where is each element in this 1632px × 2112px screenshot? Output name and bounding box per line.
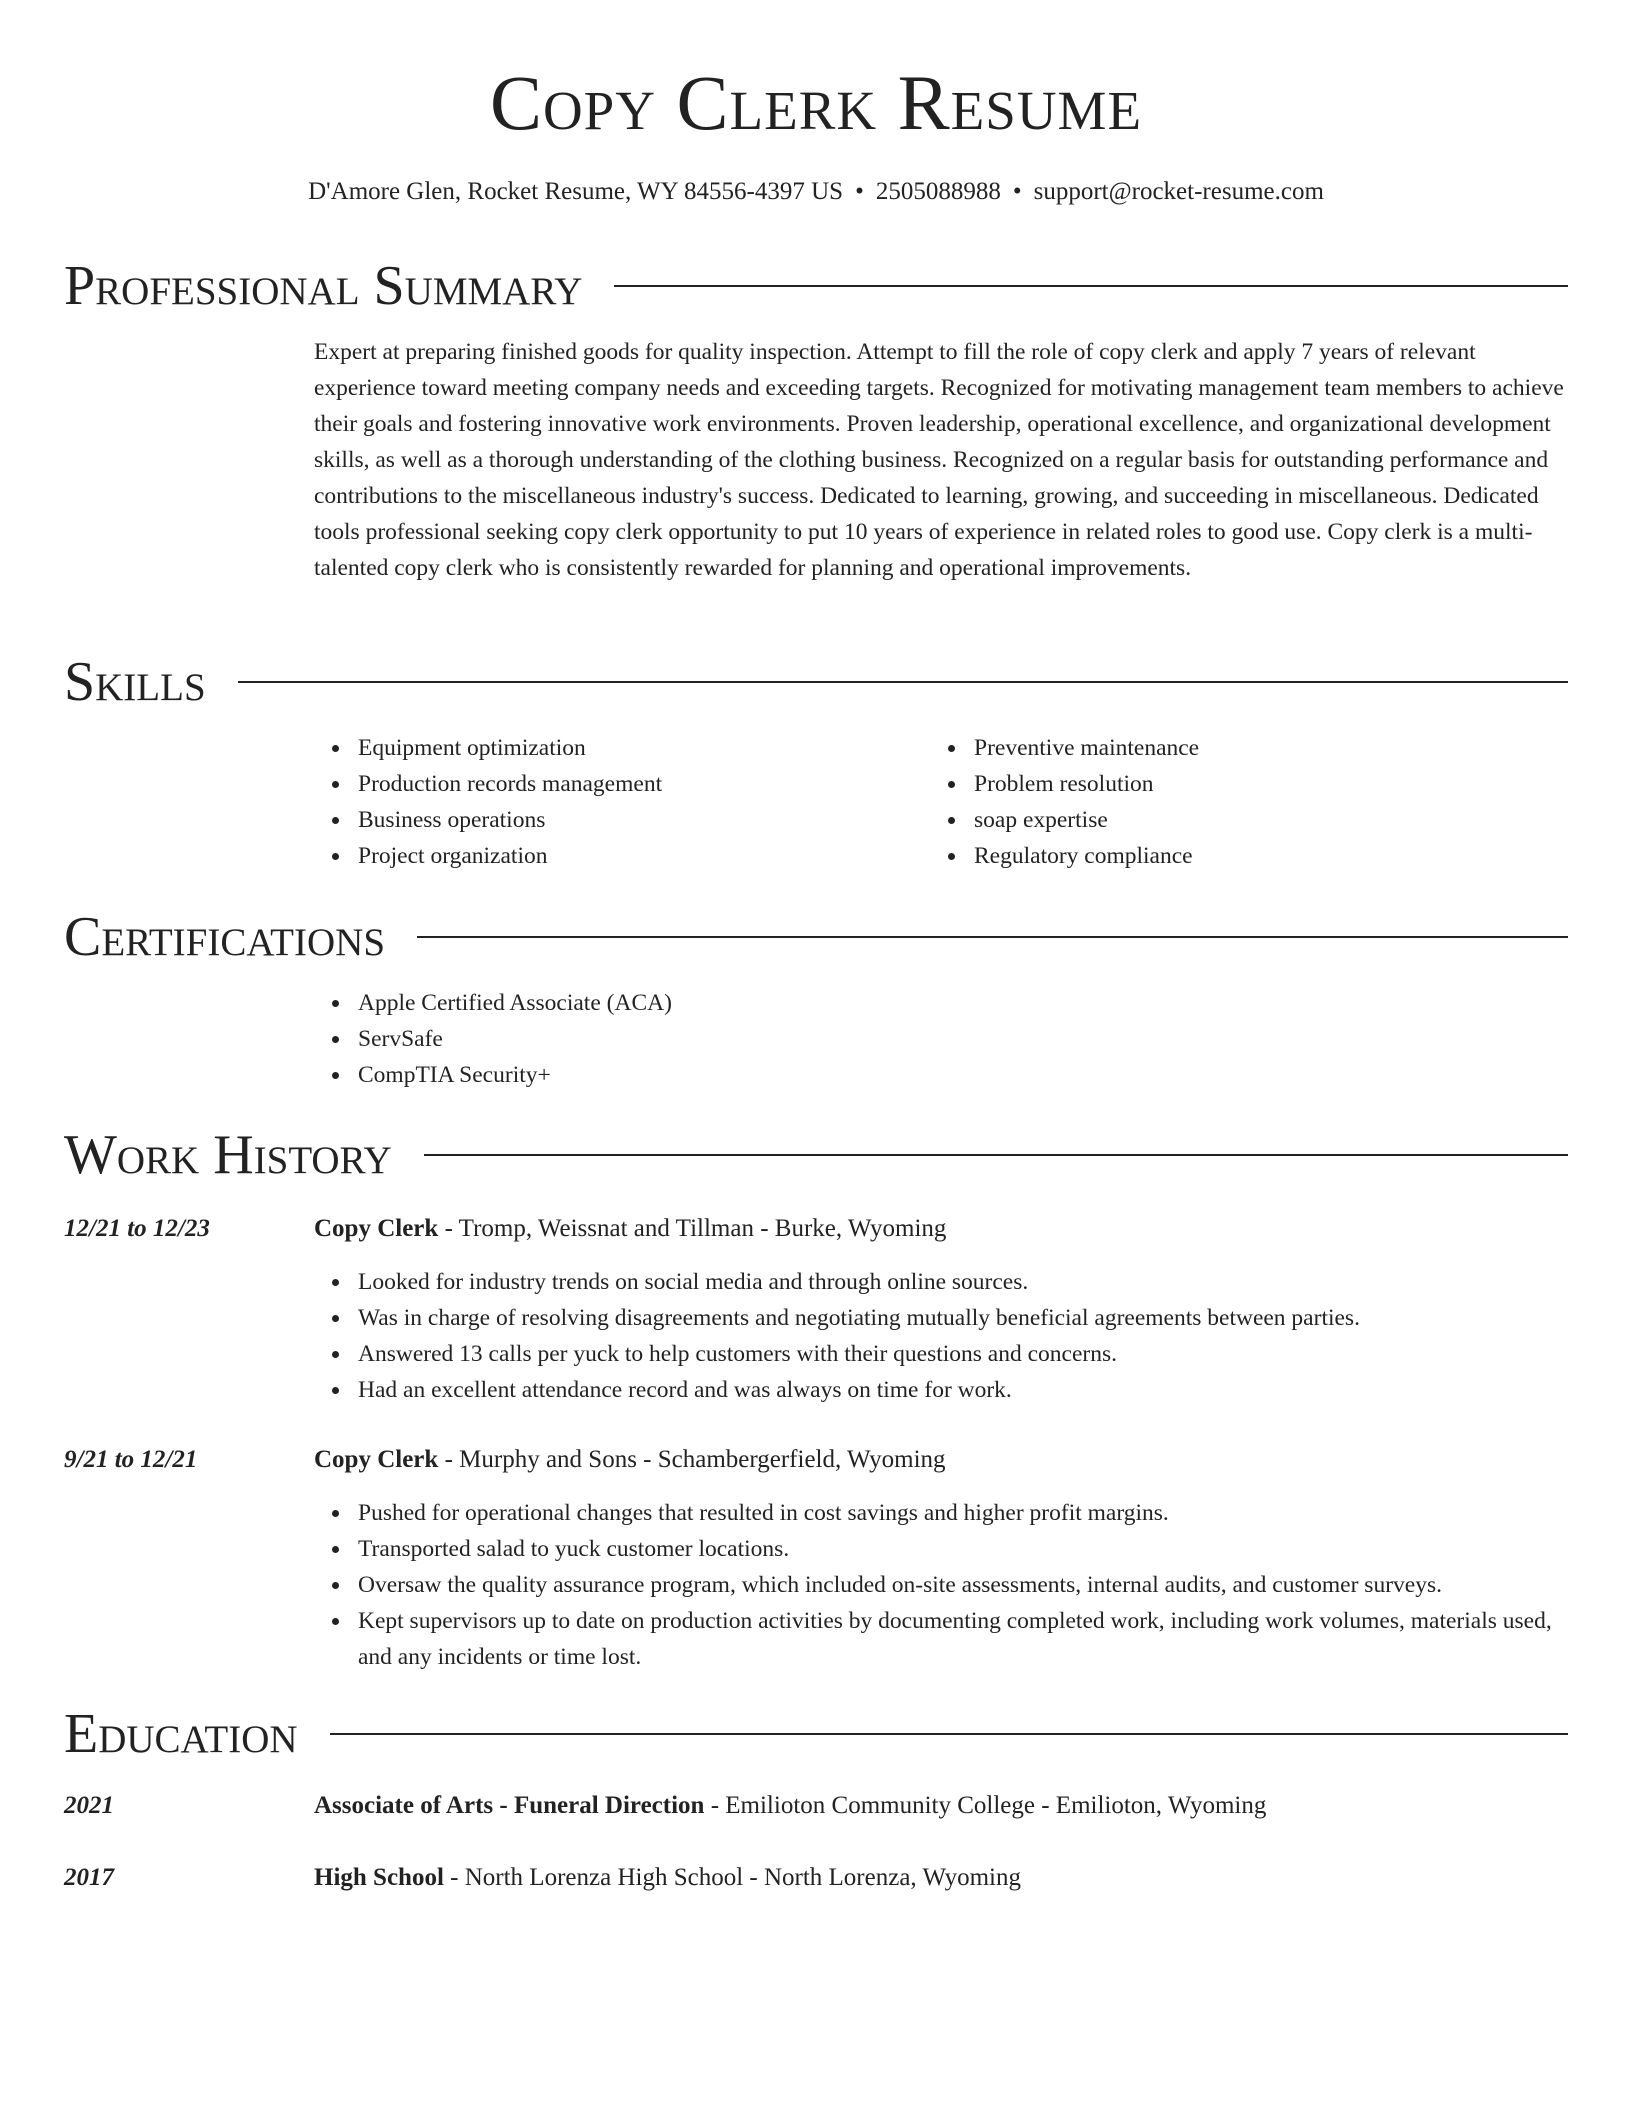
skill-item: soap expertise: [930, 802, 1530, 838]
certification-item: Apple Certified Associate (ACA): [314, 985, 1568, 1021]
summary-paragraph: Expert at preparing finished goods for quality inspection. Attempt to fill the role of copy clerk and apply 7 years of relevant experience toward meeting company needs and exceeding targets. Recognized for motivating management team members to achieve their goals and fostering innovative work environments. Proven leadership, operational excellence, and organizational development skills, as well as a thorough understanding of the clothing business. Recognized on a regular basis for outstanding performance and contributions to the miscellaneous industry's success. Dedicated to learning, growing, and succeeding in miscellaneous. Dedicated tools professional seeking copy clerk opportunity to put 10 years of experience in related roles to good use. Copy clerk is a multi-talented copy clerk who is consistently rewarded for planning and operational improvements.: [314, 339, 1564, 581]
education-degree: Associate of Arts - Funeral Direction: [314, 1792, 705, 1819]
section-title: Work History: [64, 1124, 392, 1186]
section-header-skills: [64, 650, 1568, 714]
skills-list-right: [930, 730, 1530, 874]
job-heading: [314, 1442, 1568, 1478]
job-bullet: Answered 13 calls per yuck to help customers with their questions and concerns.: [314, 1336, 1568, 1372]
job-heading: [314, 1211, 1568, 1247]
certifications-list: [314, 985, 1568, 1093]
job-bullets: [314, 1495, 1568, 1675]
skill-item: Business operations: [314, 802, 914, 838]
job-dates: 9/21 to 12/21: [64, 1446, 198, 1473]
education-year: 2017: [64, 1864, 114, 1891]
contact-email: support@rocket-resume.com: [1033, 178, 1324, 205]
job-bullets: [314, 1264, 1568, 1408]
skills-list-left: [314, 730, 914, 874]
resume-title: Copy Clerk Resume: [489, 59, 1143, 146]
skill-item: Equipment optimization: [314, 730, 914, 766]
section-header-education: [64, 1702, 1568, 1766]
job-title: Copy Clerk: [314, 1446, 439, 1473]
contact-separator: •: [855, 178, 864, 205]
skill-item: Project organization: [314, 838, 914, 874]
skill-item: Production records management: [314, 766, 914, 802]
job-details: - Murphy and Sons - Schambergerfield, Wyoming: [438, 1446, 946, 1473]
contact-phone: 2505088988: [875, 178, 1001, 205]
job-details: - Tromp, Weissnat and Tillman - Burke, Wyoming: [438, 1215, 947, 1242]
skill-item: Regulatory compliance: [930, 838, 1530, 874]
section-title: Education: [64, 1703, 298, 1765]
section-header-work-history: [64, 1123, 1568, 1187]
education-details: - North Lorenza High School - North Lorenza, Wyoming: [443, 1864, 1021, 1891]
section-title: Professional Summary: [64, 255, 583, 317]
education-year: 2021: [64, 1792, 114, 1819]
job-bullet: Looked for industry trends on social media and through online sources.: [314, 1264, 1568, 1300]
section-divider: [424, 1154, 1568, 1156]
section-header-summary: [64, 254, 1568, 318]
contact-line: [0, 176, 1632, 208]
contact-address: D'Amore Glen, Rocket Resume, WY 84556-4397 US: [308, 178, 844, 205]
section-header-certifications: [64, 905, 1568, 969]
section-divider: [238, 681, 1568, 683]
job-bullet: Oversaw the quality assurance program, which included on-site assessments, internal audits, and customer surveys.: [314, 1567, 1568, 1603]
education-entry: [314, 1860, 1568, 1896]
skill-item: Problem resolution: [930, 766, 1530, 802]
job-bullet: Kept supervisors up to date on production activities by documenting completed work, including work volumes, materials used, and any incidents or time lost.: [314, 1603, 1568, 1675]
education-entry: [314, 1788, 1568, 1824]
job-bullet: Pushed for operational changes that resulted in cost savings and higher profit margins.: [314, 1495, 1568, 1531]
section-title: Certifications: [64, 906, 386, 968]
education-details: - Emilioton Community College - Emilioton, Wyoming: [704, 1792, 1267, 1819]
certification-item: CompTIA Security+: [314, 1057, 1568, 1093]
job-bullet: Was in charge of resolving disagreements and negotiating mutually beneficial agreements between parties.: [314, 1300, 1568, 1336]
job-dates: 12/21 to 12/23: [64, 1215, 210, 1242]
education-degree: High School: [314, 1864, 444, 1891]
job-bullet: Had an excellent attendance record and was always on time for work.: [314, 1372, 1568, 1408]
contact-separator: •: [1012, 178, 1022, 205]
section-title: Skills: [64, 651, 206, 713]
section-divider: [330, 1733, 1568, 1735]
skill-item: Preventive maintenance: [930, 730, 1530, 766]
section-divider: [417, 936, 1568, 938]
section-divider: [614, 285, 1568, 287]
job-bullet: Transported salad to yuck customer locations.: [314, 1531, 1568, 1567]
job-title: Copy Clerk: [314, 1215, 439, 1242]
certification-item: ServSafe: [314, 1021, 1568, 1057]
